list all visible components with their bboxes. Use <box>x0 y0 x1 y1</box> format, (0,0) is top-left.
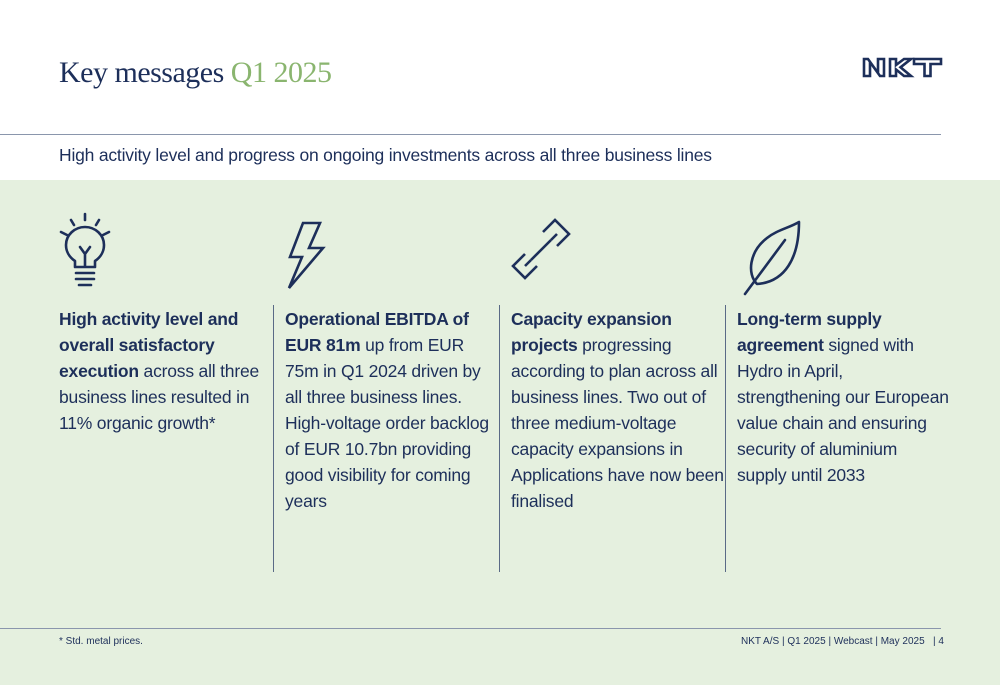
lightbulb-icon <box>59 210 123 290</box>
message-rest-2: up from EUR 75m in Q1 2024 driven by all three business lines. High-voltage order backlog of EUR 10.7bn providing good visibility for coming years <box>285 335 489 511</box>
message-column-2 <box>285 180 503 580</box>
header-divider <box>0 134 941 135</box>
page-number: 4 <box>938 636 944 647</box>
message-rest-4: signed with Hydro in April, strengthening our European value chain and ensuring security of aluminium supply until 2033 <box>737 335 949 485</box>
leaf-icon <box>737 210 801 290</box>
message-bold-3: Capacity expansion projects <box>511 309 672 355</box>
message-column-1 <box>59 180 277 580</box>
column-divider-2 <box>499 305 500 572</box>
message-text-2 <box>285 306 499 514</box>
message-rest-3: progressing according to plan across all business lines. Two out of three medium-voltage capacity expansions in Applications have now been finalised <box>511 335 724 511</box>
footer-divider <box>0 628 941 629</box>
message-bold-1: High activity level and overall satisfactory execution <box>59 309 239 381</box>
message-text-4 <box>737 306 951 488</box>
key-messages-panel <box>0 180 1000 685</box>
message-rest-1: across all three business lines resulted in 11% organic growth* <box>59 361 260 433</box>
column-divider-3 <box>725 305 726 572</box>
footnote: * Std. metal prices. <box>59 636 143 647</box>
page-title <box>59 56 331 90</box>
message-text-3 <box>511 306 725 514</box>
message-bold-2: Operational EBITDA of EUR 81m <box>285 309 469 355</box>
page-subtitle: High activity level and progress on ongoing investments across all three business lines <box>59 145 712 165</box>
message-column-3 <box>511 180 729 580</box>
chain-link-icon <box>511 210 575 290</box>
title-accent: Q1 2025 <box>230 56 332 89</box>
nkt-logo <box>862 56 942 78</box>
message-bold-4: Long-term supply agreement <box>737 309 882 355</box>
column-divider-1 <box>273 305 274 572</box>
footer-source: NKT A/S | Q1 2025 | Webcast | May 2025 | 4 <box>741 636 944 647</box>
footer-source-text: NKT A/S | Q1 2025 | Webcast | May 2025 <box>741 636 925 647</box>
message-column-4 <box>737 180 955 580</box>
title-main: Key messages <box>59 56 224 89</box>
lightning-bolt-icon <box>285 210 349 290</box>
message-text-1 <box>59 306 273 436</box>
